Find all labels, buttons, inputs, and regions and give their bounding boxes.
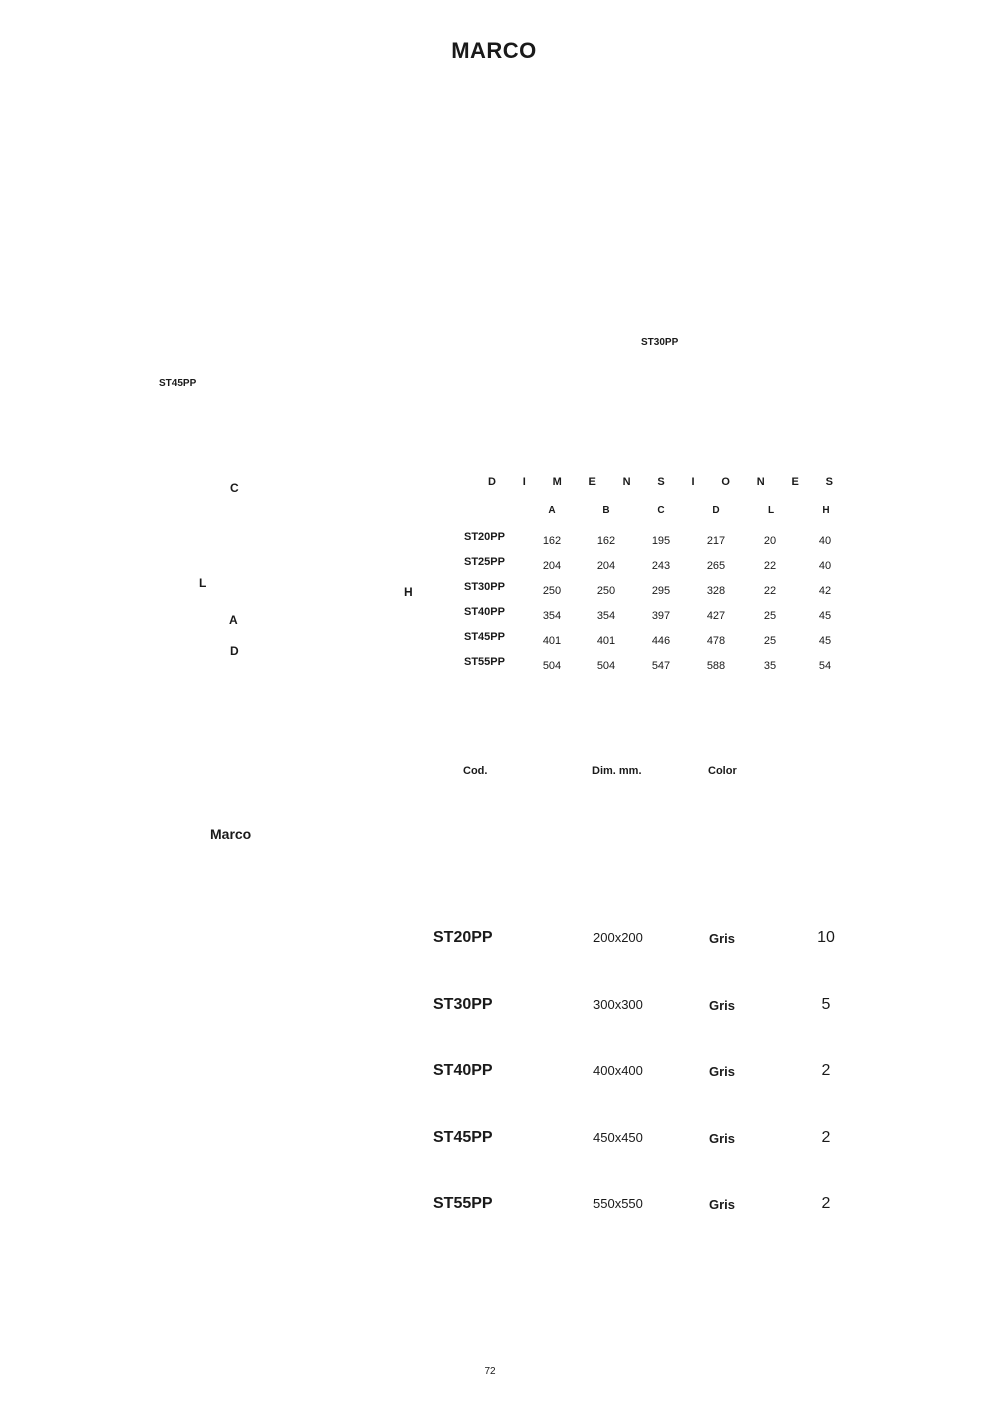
cell-a: 354	[542, 610, 562, 622]
heading-letter: D	[488, 476, 496, 488]
row-code: ST30PP	[464, 581, 505, 593]
drawing-label-l: L	[199, 576, 207, 590]
row-code: ST20PP	[464, 531, 505, 543]
product-row	[0, 1129, 992, 1153]
product-row	[0, 1195, 992, 1219]
cell-a: 204	[542, 560, 562, 572]
heading-letter: M	[552, 476, 562, 488]
cell-c: 243	[651, 560, 671, 572]
cell-l: 25	[763, 610, 777, 622]
product-color: Gris	[709, 1131, 736, 1146]
product-quantity: 2	[821, 1195, 831, 1212]
cell-b: 250	[596, 585, 616, 597]
product-quantity: 2	[821, 1129, 831, 1146]
product-dimension: 550x550	[593, 1196, 643, 1211]
table-row	[0, 606, 992, 631]
cell-b: 162	[596, 535, 616, 547]
column-header-a: A	[548, 505, 556, 516]
row-code: ST45PP	[464, 631, 505, 643]
cell-a: 401	[542, 635, 562, 647]
product-quantity: 10	[817, 929, 835, 946]
drawing-label-a: A	[229, 613, 238, 627]
heading-letter: I	[691, 476, 695, 488]
cell-d: 427	[706, 610, 726, 622]
cell-c: 295	[651, 585, 671, 597]
product-code: ST20PP	[433, 929, 493, 946]
table-row	[0, 656, 992, 681]
cell-b: 354	[596, 610, 616, 622]
heading-letter: S	[657, 476, 665, 488]
product-row	[0, 996, 992, 1020]
cell-h: 42	[818, 585, 832, 597]
product-quantity: 2	[821, 1062, 831, 1079]
figure-caption-marco: Marco	[210, 826, 252, 842]
heading-letter: S	[825, 476, 833, 488]
product-row	[0, 929, 992, 953]
row-code: ST25PP	[464, 556, 505, 568]
product-code: ST45PP	[433, 1129, 493, 1146]
cell-c: 195	[651, 535, 671, 547]
product-code: ST30PP	[433, 996, 493, 1013]
figure-label-st30pp: ST30PP	[641, 337, 679, 348]
cell-l: 22	[763, 585, 777, 597]
cell-a: 250	[542, 585, 562, 597]
row-code: ST40PP	[464, 606, 505, 618]
cell-h: 54	[818, 660, 832, 672]
heading-letter: E	[588, 476, 596, 488]
column-header-h: H	[822, 505, 830, 516]
product-color: Gris	[709, 1197, 736, 1212]
cell-b: 504	[596, 660, 616, 672]
cell-l: 22	[763, 560, 777, 572]
product-dimension: 450x450	[593, 1130, 643, 1145]
table-row	[0, 556, 992, 581]
product-color: Gris	[709, 931, 736, 946]
table-row	[0, 581, 992, 606]
table-row	[0, 631, 992, 656]
cell-d: 217	[706, 535, 726, 547]
drawing-label-h: H	[404, 585, 413, 599]
column-header-dim: Dim. mm.	[592, 765, 642, 777]
column-header-c: C	[657, 505, 665, 516]
cell-h: 45	[818, 635, 832, 647]
drawing-label-c: C	[230, 481, 239, 495]
table-row	[0, 531, 992, 556]
cell-h: 40	[818, 535, 832, 547]
cell-c: 397	[651, 610, 671, 622]
product-dimension: 300x300	[593, 997, 643, 1012]
drawing-label-d: D	[230, 644, 239, 658]
cell-d: 478	[706, 635, 726, 647]
cell-a: 504	[542, 660, 562, 672]
cell-l: 35	[763, 660, 777, 672]
heading-letter: N	[756, 476, 765, 488]
cell-b: 204	[596, 560, 616, 572]
product-code: ST40PP	[433, 1062, 493, 1079]
product-dimension: 400x400	[593, 1063, 643, 1078]
row-code: ST55PP	[464, 656, 505, 668]
heading-letter: N	[622, 476, 631, 488]
heading-letter: E	[791, 476, 799, 488]
product-quantity: 5	[821, 996, 831, 1013]
cell-a: 162	[542, 535, 562, 547]
figure-label-st45pp: ST45PP	[159, 378, 197, 389]
cell-l: 20	[763, 535, 777, 547]
column-header-cod: Cod.	[463, 765, 488, 777]
product-code: ST55PP	[433, 1195, 493, 1212]
heading-letter: O	[721, 476, 730, 488]
product-color: Gris	[709, 998, 736, 1013]
product-dimension: 200x200	[593, 930, 643, 945]
page-number: 72	[484, 1366, 496, 1377]
cell-d: 328	[706, 585, 726, 597]
cell-h: 40	[818, 560, 832, 572]
cell-l: 25	[763, 635, 777, 647]
column-header-l: L	[767, 505, 775, 516]
cell-c: 446	[651, 635, 671, 647]
column-header-d: D	[712, 505, 720, 516]
heading-letter: I	[522, 476, 526, 488]
product-color: Gris	[709, 1064, 736, 1079]
column-header-color: Color	[708, 765, 737, 777]
cell-h: 45	[818, 610, 832, 622]
cell-b: 401	[596, 635, 616, 647]
page-title: MARCO	[451, 38, 537, 63]
product-row	[0, 1062, 992, 1086]
cell-d: 265	[706, 560, 726, 572]
cell-c: 547	[651, 660, 671, 672]
column-header-b: B	[602, 505, 610, 516]
cell-d: 588	[706, 660, 726, 672]
dimensions-heading	[488, 476, 833, 488]
